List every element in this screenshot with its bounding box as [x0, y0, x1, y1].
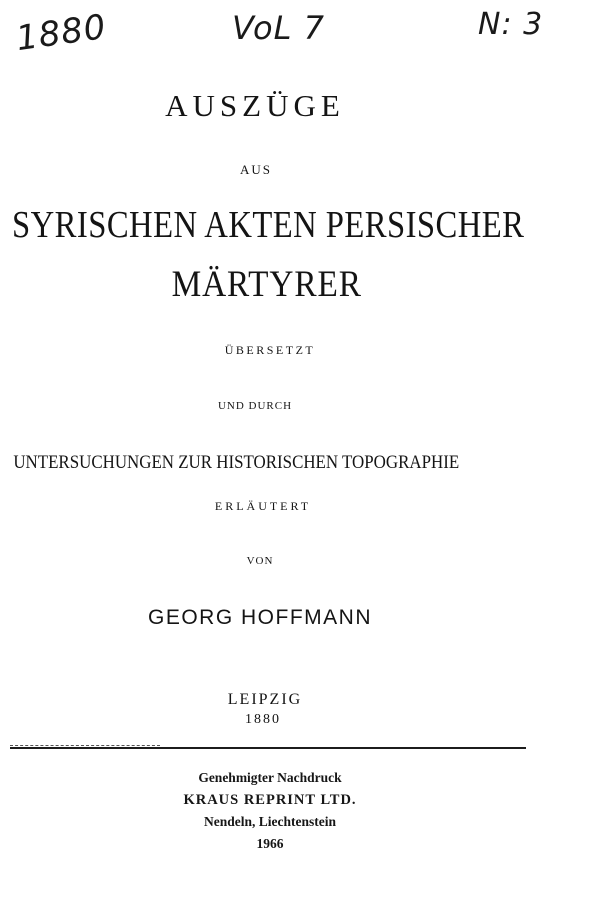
subtitle-by: VON [246, 555, 274, 567]
title-line-1: SYRISCHEN AKTEN PERSISCHER [12, 204, 525, 246]
subtitle-translated: ÜBERSETZT [224, 343, 316, 357]
title-excerpts: AUSZÜGE [165, 88, 345, 123]
subtitle-and-by: UND DURCH [217, 400, 293, 412]
reprint-publisher: KRAUS REPRINT LTD. [183, 792, 357, 808]
handwritten-year-note: 1880 [13, 6, 109, 60]
imprint-city: LEIPZIG [227, 691, 303, 708]
reprint-notice: Genehmigter Nachdruck [198, 770, 342, 785]
title-from: AUS [239, 162, 272, 177]
handwritten-volume-note: VoL 7 [232, 9, 325, 47]
reprint-location: Nendeln, Liechtenstein [203, 814, 336, 829]
subtitle-investigations: UNTERSUCHUNGEN ZUR HISTORISCHEN TOPOGRAPHIE [13, 452, 460, 473]
subtitle-explained: ERLÄUTERT [214, 499, 312, 513]
imprint-year: 1880 [245, 712, 281, 727]
author-name: GEORG HOFFMANN [148, 606, 372, 629]
divider-dashed [10, 745, 160, 746]
handwritten-number-note: N: 3 [478, 7, 544, 42]
divider-rule [10, 747, 526, 749]
title-line-2: MÄRTYRER [171, 264, 362, 305]
reprint-year: 1966 [256, 836, 284, 851]
